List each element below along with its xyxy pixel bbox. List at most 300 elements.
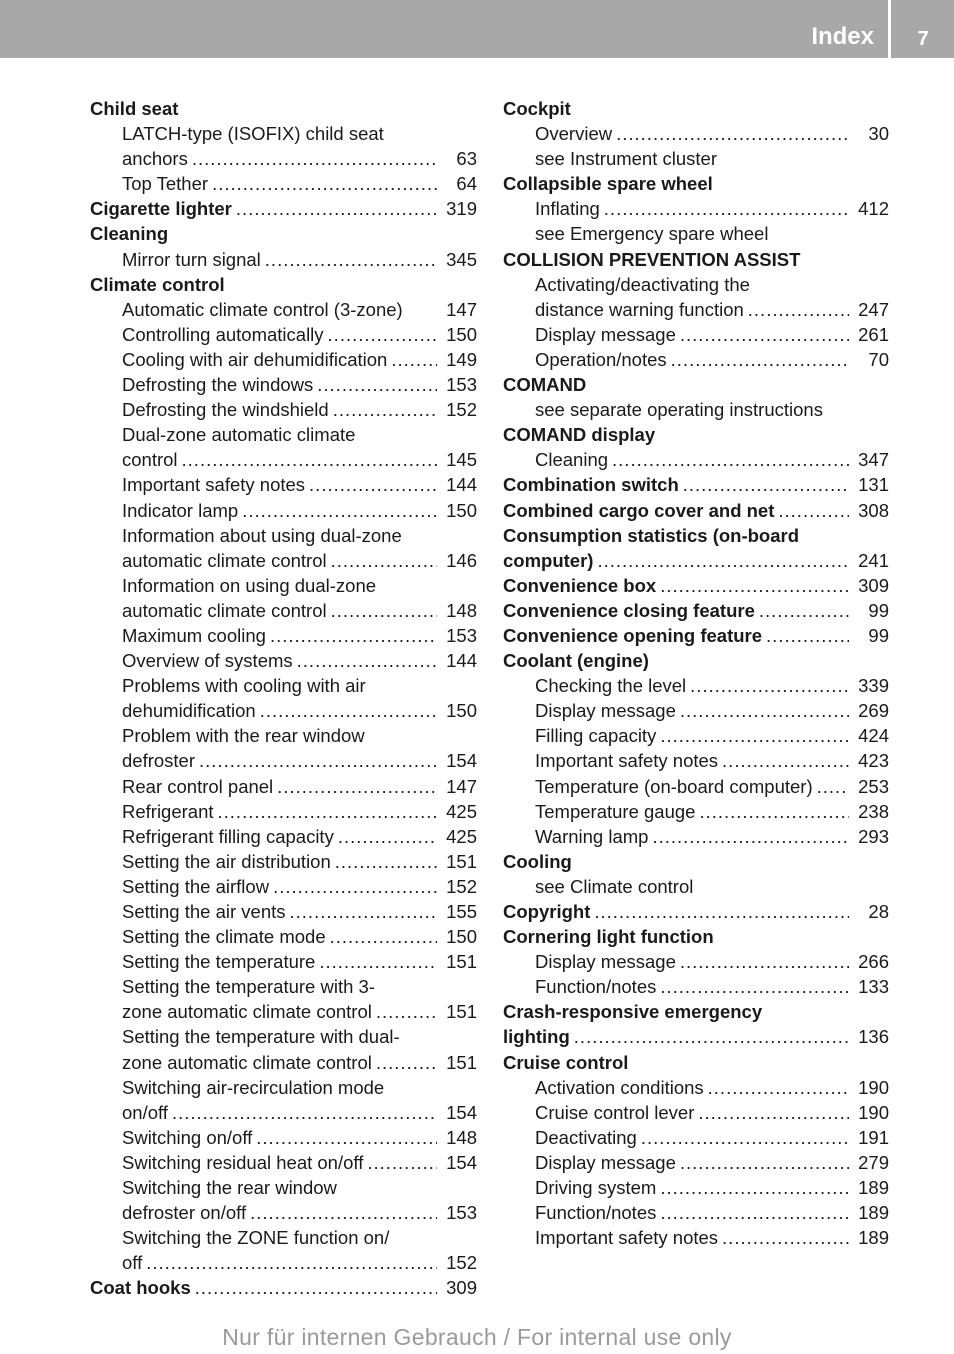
entry-text: see separate operating instructions <box>535 399 823 421</box>
page-reference: 425 <box>446 825 477 847</box>
entry-text: Activation conditions <box>535 1076 704 1098</box>
index-entry-heading <box>503 96 889 121</box>
dot-leader <box>199 748 437 773</box>
entry-text: Display message <box>535 1151 676 1173</box>
entry-text: Overview <box>535 123 613 145</box>
index-entry-sub <box>90 1250 477 1275</box>
index-entry-sub <box>503 397 889 422</box>
index-entry-heading <box>90 96 477 121</box>
page-reference: 144 <box>446 474 477 496</box>
entry-text: Setting the temperature with 3- <box>122 976 375 998</box>
dot-leader <box>218 799 437 824</box>
index-entry-sub <box>90 623 477 648</box>
index-entry-sub <box>90 146 477 171</box>
index-entry-sub <box>90 1150 477 1175</box>
dot-leader <box>195 1275 437 1300</box>
entry-text: Deactivating <box>535 1126 637 1148</box>
index-entry-sub <box>503 347 889 372</box>
page-reference: 99 <box>868 624 889 646</box>
entry-text: Display message <box>535 951 676 973</box>
page-reference: 425 <box>446 800 477 822</box>
entry-text: Important safety notes <box>535 1227 719 1249</box>
index-entry-sub <box>503 1150 889 1175</box>
index-entry-sub <box>90 447 477 472</box>
page-reference: 151 <box>446 1001 477 1023</box>
index-entry-sub <box>90 523 477 548</box>
entry-text: Combined cargo cover and net <box>503 499 775 521</box>
entry-text: Mirror turn signal <box>122 248 261 270</box>
dot-leader <box>722 748 849 773</box>
entry-text: Controlling automatically <box>122 323 324 345</box>
page-reference: 144 <box>446 650 477 672</box>
page-reference: 190 <box>858 1101 889 1123</box>
page-reference: 136 <box>858 1026 889 1048</box>
index-entry-heading <box>503 247 889 272</box>
dot-leader <box>652 824 849 849</box>
index-entry-heading <box>503 1024 889 1049</box>
dot-leader <box>690 673 849 698</box>
dot-leader <box>683 472 849 497</box>
index-entry-heading <box>503 548 889 573</box>
entry-text: see Climate control <box>535 875 694 897</box>
dot-leader <box>277 774 437 799</box>
index-entry-sub <box>90 397 477 422</box>
entry-text: Cleaning <box>535 449 609 471</box>
index-entry-sub <box>503 824 889 849</box>
index-entry-sub <box>90 1200 477 1225</box>
page-reference: 189 <box>858 1177 889 1199</box>
index-entry-sub <box>503 698 889 723</box>
index-entry-sub <box>90 899 477 924</box>
index-entry-sub <box>90 774 477 799</box>
dot-leader <box>290 899 437 924</box>
page-reference: 309 <box>446 1277 477 1299</box>
dot-leader <box>333 397 437 422</box>
entry-text: Cornering light function <box>503 926 714 948</box>
page-reference: 131 <box>858 474 889 496</box>
index-entry-sub <box>503 1075 889 1100</box>
index-entry-heading <box>503 999 889 1024</box>
page-reference: 189 <box>858 1227 889 1249</box>
page-reference: 293 <box>858 825 889 847</box>
index-entry-sub <box>90 698 477 723</box>
index-entry-sub <box>90 548 477 573</box>
index-entry-sub <box>90 1100 477 1125</box>
index-entry-sub <box>90 1225 477 1250</box>
entry-text: Display message <box>535 323 676 345</box>
page-reference: 148 <box>446 1126 477 1148</box>
dot-leader <box>376 999 437 1024</box>
page-reference: 153 <box>446 374 477 396</box>
entry-text: Setting the airflow <box>122 875 270 897</box>
page-reference: 412 <box>858 198 889 220</box>
dot-leader <box>680 322 849 347</box>
dot-leader <box>698 1100 849 1125</box>
dot-leader <box>766 623 849 648</box>
entry-text: Activating/deactivating the <box>535 273 750 295</box>
dot-leader <box>146 1250 437 1275</box>
entry-text: Cockpit <box>503 98 571 119</box>
page-reference: 154 <box>446 1151 477 1173</box>
dot-leader <box>328 322 437 347</box>
entry-text: Coat hooks <box>90 1277 191 1299</box>
page-reference: 99 <box>868 599 889 621</box>
index-entry-heading <box>503 623 889 648</box>
index-entry-sub <box>503 1225 889 1250</box>
entry-text: defroster <box>122 750 196 772</box>
entry-text: Consumption statistics (on-board <box>503 524 799 546</box>
page-reference: 133 <box>858 976 889 998</box>
section-title: Index <box>811 23 874 50</box>
page-reference: 154 <box>446 750 477 772</box>
entry-text: Switching on/off <box>122 1126 253 1148</box>
entry-text: distance warning function <box>535 298 744 320</box>
index-entry-sub <box>503 1200 889 1225</box>
page-reference: 347 <box>858 449 889 471</box>
entry-text: Child seat <box>90 98 179 119</box>
index-entry-sub <box>503 974 889 999</box>
dot-leader <box>317 372 437 397</box>
dot-leader <box>367 1150 437 1175</box>
page-reference: 423 <box>858 750 889 772</box>
index-entry-sub <box>90 598 477 623</box>
page-reference: 146 <box>446 549 477 571</box>
page-reference: 191 <box>858 1126 889 1148</box>
page-reference: 147 <box>446 298 477 320</box>
index-entry-heading <box>503 472 889 497</box>
index-entry-sub <box>90 322 477 347</box>
entry-text: Switching residual heat on/off <box>122 1151 364 1173</box>
entry-text: Driving system <box>535 1177 657 1199</box>
index-entry-sub <box>503 297 889 322</box>
index-entry-heading <box>90 272 477 297</box>
entry-text: Coolant (engine) <box>503 650 649 672</box>
entry-text: Warning lamp <box>535 825 649 847</box>
page-reference: 261 <box>858 323 889 345</box>
index-entry-heading <box>503 924 889 949</box>
entry-text: Defrosting the windshield <box>122 399 329 421</box>
index-entry-sub <box>90 949 477 974</box>
page-reference: 152 <box>446 875 477 897</box>
entry-text: Indicator lamp <box>122 499 239 521</box>
dot-leader <box>182 447 437 472</box>
entry-text: Setting the air vents <box>122 901 286 922</box>
entry-text: Overview of systems <box>122 650 293 672</box>
index-entry-sub <box>90 849 477 874</box>
entry-text: automatic climate control <box>122 599 327 621</box>
entry-text: Inflating <box>535 198 600 220</box>
index-entry-sub <box>90 874 477 899</box>
entry-text: defroster on/off <box>122 1202 247 1224</box>
dot-leader <box>256 1125 437 1150</box>
page-reference: 70 <box>868 348 889 370</box>
page-reference: 30 <box>868 123 889 145</box>
dot-leader <box>680 949 849 974</box>
entry-text: Important safety notes <box>535 750 719 772</box>
dot-leader <box>660 974 849 999</box>
page-reference: 150 <box>446 700 477 722</box>
dot-leader <box>172 1100 437 1125</box>
index-entry-sub <box>90 748 477 773</box>
entry-text: dehumidification <box>122 700 256 722</box>
page-reference: 63 <box>456 148 477 170</box>
page-reference: 319 <box>446 198 477 220</box>
index-entry-sub <box>503 1125 889 1150</box>
page-reference: 247 <box>858 298 889 320</box>
index-entry-heading <box>503 648 889 673</box>
page-reference: 151 <box>446 850 477 872</box>
dot-leader <box>748 297 849 322</box>
index-entry-sub <box>503 723 889 748</box>
dot-leader <box>759 598 849 623</box>
entry-text: Switching the ZONE function on/ <box>122 1227 390 1249</box>
page-reference: 153 <box>446 1202 477 1224</box>
dot-leader <box>331 598 437 623</box>
index-entry-sub <box>503 146 889 171</box>
entry-text: Combination switch <box>503 474 679 496</box>
entry-text: control <box>122 449 178 471</box>
index-entry-sub <box>90 247 477 272</box>
entry-text: Defrosting the windows <box>122 374 314 396</box>
index-entry-heading <box>503 1050 889 1075</box>
entry-text: Cigarette lighter <box>90 198 232 220</box>
entry-text: Dual-zone automatic climate <box>122 424 356 446</box>
index-entry-heading <box>503 573 889 598</box>
page-reference: 151 <box>446 951 477 973</box>
entry-text: Checking the level <box>535 675 687 697</box>
page-reference: 308 <box>858 499 889 521</box>
index-entry-sub <box>90 1050 477 1075</box>
dot-leader <box>260 698 437 723</box>
page-reference: 241 <box>858 549 889 571</box>
dot-leader <box>641 1125 849 1150</box>
index-entry-sub <box>90 799 477 824</box>
index-entry-sub <box>90 1075 477 1100</box>
page-reference: 279 <box>858 1151 889 1173</box>
entry-text: zone automatic climate control <box>122 1051 372 1073</box>
entry-text: Cooling <box>503 850 572 872</box>
entry-text: Crash-responsive emergency <box>503 1001 763 1023</box>
index-entry-sub <box>90 472 477 497</box>
entry-text: Information about using dual-zone <box>122 524 402 546</box>
index-entry-sub <box>90 1024 477 1049</box>
entry-text: Copyright <box>503 901 591 922</box>
entry-text: COMAND <box>503 374 587 396</box>
page-reference: 190 <box>858 1076 889 1098</box>
internal-use-watermark: Nur für internen Gebrauch / For internal use only <box>222 1324 732 1350</box>
dot-leader <box>660 723 849 748</box>
index-entry-heading <box>503 372 889 397</box>
index-entry-sub <box>503 799 889 824</box>
index-entry-heading <box>503 849 889 874</box>
entry-text: Setting the climate mode <box>122 926 326 948</box>
index-entry-sub <box>90 372 477 397</box>
entry-text: Cruise control <box>503 1051 629 1073</box>
page-reference: 151 <box>446 1051 477 1073</box>
entry-text: off <box>122 1252 143 1274</box>
entry-text: Collapsible spare wheel <box>503 173 713 195</box>
page-reference: 339 <box>858 675 889 697</box>
index-entry-sub <box>90 648 477 673</box>
dot-leader <box>708 1075 849 1100</box>
entry-text: lighting <box>503 1026 570 1048</box>
page-reference: 147 <box>446 775 477 797</box>
index-entry-heading <box>503 523 889 548</box>
entry-text: Cooling with air dehumidification <box>122 348 388 370</box>
index-entry-sub <box>90 297 477 322</box>
entry-text: Problem with the rear window <box>122 725 365 747</box>
dot-leader <box>236 196 437 221</box>
header-divider <box>888 0 891 58</box>
index-entry-sub <box>503 774 889 799</box>
entry-text: COLLISION PREVENTION ASSIST <box>503 248 801 270</box>
page-reference: 154 <box>446 1101 477 1123</box>
index-entry-sub <box>503 121 889 146</box>
entry-text: Switching air-recirculation mode <box>122 1076 385 1098</box>
entry-text: Climate control <box>90 273 225 295</box>
page-reference: 153 <box>446 624 477 646</box>
index-entry-sub <box>90 171 477 196</box>
page-reference: 266 <box>858 951 889 973</box>
dot-leader <box>297 648 437 673</box>
page-number: 7 <box>917 28 929 50</box>
page-reference: 145 <box>446 449 477 471</box>
index-entry-sub <box>90 999 477 1024</box>
index-column-right <box>503 96 889 1250</box>
index-entry-sub <box>503 1175 889 1200</box>
entry-text: Convenience closing feature <box>503 599 755 621</box>
dot-leader <box>265 247 437 272</box>
index-entry-heading <box>503 899 889 924</box>
dot-leader <box>192 146 437 171</box>
page-reference: 64 <box>456 173 477 195</box>
entry-text: computer) <box>503 549 594 571</box>
index-entry-sub <box>90 924 477 949</box>
entry-text: Temperature gauge <box>535 800 696 822</box>
entry-text: Maximum cooling <box>122 624 266 646</box>
entry-text: Convenience opening feature <box>503 624 763 646</box>
index-entry-sub <box>90 824 477 849</box>
entry-text: Convenience box <box>503 574 657 596</box>
page-reference: 253 <box>858 775 889 797</box>
entry-text: Setting the air distribution <box>122 850 331 872</box>
index-entry-sub <box>503 949 889 974</box>
dot-leader <box>331 548 437 573</box>
index-entry-sub <box>90 1125 477 1150</box>
entry-text: Temperature (on-board computer) <box>535 775 813 797</box>
page-reference: 345 <box>446 248 477 270</box>
index-entry-sub <box>503 196 889 221</box>
index-entry-heading <box>90 221 477 246</box>
dot-leader <box>574 1024 849 1049</box>
entry-text: see Emergency spare wheel <box>535 223 769 245</box>
page-reference: 269 <box>858 700 889 722</box>
index-entry-heading <box>503 598 889 623</box>
entry-text: Refrigerant filling capacity <box>122 825 334 847</box>
entry-text: on/off <box>122 1101 168 1123</box>
entry-text: anchors <box>122 148 188 170</box>
index-entry-sub <box>503 748 889 773</box>
page-reference: 28 <box>868 901 889 922</box>
page-reference: 150 <box>446 323 477 345</box>
entry-text: Function/notes <box>535 1202 657 1224</box>
dot-leader <box>680 1150 849 1175</box>
header-bar <box>0 0 954 58</box>
dot-leader <box>330 924 437 949</box>
index-entry-sub <box>90 573 477 598</box>
page-reference: 238 <box>858 800 889 822</box>
entry-text: COMAND display <box>503 424 656 446</box>
entry-text: LATCH-type (ISOFIX) child seat <box>122 123 384 145</box>
dot-leader <box>309 472 437 497</box>
entry-text: Problems with cooling with air <box>122 675 366 697</box>
entry-text: automatic climate control <box>122 549 327 571</box>
dot-leader <box>250 1200 437 1225</box>
dot-leader <box>597 548 849 573</box>
entry-text: Switching the rear window <box>122 1177 337 1199</box>
entry-text: Setting the temperature with dual- <box>122 1026 400 1048</box>
entry-text: Setting the temperature <box>122 951 316 973</box>
index-entry-sub <box>90 974 477 999</box>
entry-text: Cruise control lever <box>535 1101 695 1123</box>
index-entry-heading <box>90 196 477 221</box>
dot-leader <box>680 698 849 723</box>
dot-leader <box>660 1200 849 1225</box>
dot-leader <box>338 824 437 849</box>
entry-text: Operation/notes <box>535 348 667 370</box>
index-entry-heading <box>503 171 889 196</box>
page-reference: 309 <box>858 574 889 596</box>
entry-text: Refrigerant <box>122 800 214 822</box>
entry-text: Important safety notes <box>122 474 306 496</box>
dot-leader <box>319 949 437 974</box>
entry-text: Function/notes <box>535 976 657 998</box>
entry-text: see Instrument cluster <box>535 148 717 170</box>
index-entry-sub <box>90 673 477 698</box>
index-entry-sub <box>503 1100 889 1125</box>
index-entry-sub <box>503 221 889 246</box>
dot-leader <box>612 447 849 472</box>
page-reference: 149 <box>446 348 477 370</box>
entry-text: zone automatic climate control <box>122 1001 372 1023</box>
dot-leader <box>616 121 849 146</box>
entry-text: Cleaning <box>90 223 169 245</box>
dot-leader <box>270 623 437 648</box>
entry-text: Top Tether <box>122 173 209 195</box>
page-reference: 189 <box>858 1202 889 1224</box>
index-entry-sub <box>90 1175 477 1200</box>
dot-leader <box>594 899 849 924</box>
index-entry-sub <box>90 498 477 523</box>
dot-leader <box>722 1225 849 1250</box>
index-entry-heading <box>90 1275 477 1300</box>
page-reference: 424 <box>858 725 889 747</box>
index-entry-sub <box>90 347 477 372</box>
index-entry-sub <box>90 422 477 447</box>
entry-text: Automatic climate control (3-zone) <box>122 298 403 320</box>
page-reference: 152 <box>446 399 477 421</box>
page-reference: 155 <box>446 901 477 922</box>
dot-leader <box>242 498 437 523</box>
dot-leader <box>335 849 437 874</box>
index-entry-sub <box>503 272 889 297</box>
index-entry-sub <box>503 673 889 698</box>
entry-text: Display message <box>535 700 676 722</box>
dot-leader <box>212 171 437 196</box>
index-entry-sub <box>503 447 889 472</box>
index-entry-heading <box>503 422 889 447</box>
index-entry-sub <box>503 874 889 899</box>
